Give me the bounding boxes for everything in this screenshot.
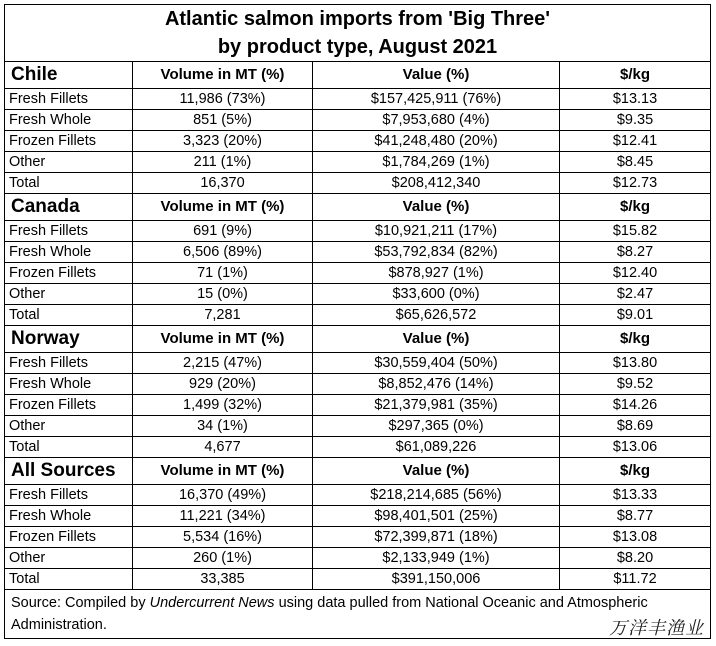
row-label: Fresh Whole bbox=[5, 242, 133, 263]
row-label: Frozen Fillets bbox=[5, 131, 133, 152]
row-label: Fresh Whole bbox=[5, 506, 133, 527]
column-header-perkg: $/kg bbox=[560, 326, 711, 353]
value-cell: $30,559,404 (50%) bbox=[313, 353, 560, 374]
table-row bbox=[5, 374, 711, 395]
value-cell: $98,401,501 (25%) bbox=[313, 506, 560, 527]
perkg-cell: $11.72 bbox=[560, 569, 711, 590]
table-row bbox=[5, 527, 711, 548]
row-label: Other bbox=[5, 284, 133, 305]
table-row bbox=[5, 395, 711, 416]
value-cell: $61,089,226 bbox=[313, 437, 560, 458]
row-label: Fresh Fillets bbox=[5, 221, 133, 242]
row-label: Total bbox=[5, 569, 133, 590]
section-header-row bbox=[5, 326, 711, 353]
column-header-perkg: $/kg bbox=[560, 458, 711, 485]
perkg-cell: $13.33 bbox=[560, 485, 711, 506]
table-row bbox=[5, 569, 711, 590]
imports-table bbox=[4, 4, 711, 639]
perkg-cell: $8.69 bbox=[560, 416, 711, 437]
perkg-cell: $13.06 bbox=[560, 437, 711, 458]
value-cell: $65,626,572 bbox=[313, 305, 560, 326]
perkg-cell: $14.26 bbox=[560, 395, 711, 416]
volume-cell: 1,499 (32%) bbox=[133, 395, 313, 416]
table-row bbox=[5, 152, 711, 173]
perkg-cell: $12.41 bbox=[560, 131, 711, 152]
table-row bbox=[5, 89, 711, 110]
section-name: Chile bbox=[5, 62, 133, 89]
row-label: Total bbox=[5, 305, 133, 326]
perkg-cell: $13.13 bbox=[560, 89, 711, 110]
value-cell: $878,927 (1%) bbox=[313, 263, 560, 284]
perkg-cell: $15.82 bbox=[560, 221, 711, 242]
value-cell: $33,600 (0%) bbox=[313, 284, 560, 305]
row-label: Other bbox=[5, 548, 133, 569]
column-header-volume: Volume in MT (%) bbox=[133, 62, 313, 89]
perkg-cell: $13.80 bbox=[560, 353, 711, 374]
row-label: Fresh Fillets bbox=[5, 485, 133, 506]
table-row bbox=[5, 110, 711, 131]
volume-cell: 260 (1%) bbox=[133, 548, 313, 569]
row-label: Other bbox=[5, 152, 133, 173]
column-header-value: Value (%) bbox=[313, 194, 560, 221]
salmon-imports-document bbox=[4, 4, 710, 644]
value-cell: $391,150,006 bbox=[313, 569, 560, 590]
row-label: Frozen Fillets bbox=[5, 263, 133, 284]
source-row bbox=[5, 590, 711, 639]
perkg-cell: $9.01 bbox=[560, 305, 711, 326]
section-header-row bbox=[5, 194, 711, 221]
title-line-2: by product type, August 2021 bbox=[217, 36, 498, 58]
volume-cell: 6,506 (89%) bbox=[133, 242, 313, 263]
volume-cell: 15 (0%) bbox=[133, 284, 313, 305]
volume-cell: 3,323 (20%) bbox=[133, 131, 313, 152]
volume-cell: 5,534 (16%) bbox=[133, 527, 313, 548]
volume-cell: 2,215 (47%) bbox=[133, 353, 313, 374]
row-label: Fresh Whole bbox=[5, 374, 133, 395]
perkg-cell: $2.47 bbox=[560, 284, 711, 305]
table-row bbox=[5, 173, 711, 194]
perkg-cell: $8.45 bbox=[560, 152, 711, 173]
value-cell: $297,365 (0%) bbox=[313, 416, 560, 437]
value-cell: $1,784,269 (1%) bbox=[313, 152, 560, 173]
table-row bbox=[5, 548, 711, 569]
column-header-value: Value (%) bbox=[313, 326, 560, 353]
source-note bbox=[5, 590, 711, 639]
volume-cell: 11,221 (34%) bbox=[133, 506, 313, 527]
watermark-logo: 万洋丰渔业 bbox=[609, 618, 704, 639]
value-cell: $72,399,871 (18%) bbox=[313, 527, 560, 548]
table-row bbox=[5, 263, 711, 284]
column-header-volume: Volume in MT (%) bbox=[133, 326, 313, 353]
column-header-value: Value (%) bbox=[313, 62, 560, 89]
perkg-cell: $12.40 bbox=[560, 263, 711, 284]
volume-cell: 851 (5%) bbox=[133, 110, 313, 131]
volume-cell: 211 (1%) bbox=[133, 152, 313, 173]
perkg-cell: $13.08 bbox=[560, 527, 711, 548]
column-header-perkg: $/kg bbox=[560, 194, 711, 221]
title-line-1: Atlantic salmon imports from 'Big Three' bbox=[164, 8, 551, 30]
perkg-cell: $8.20 bbox=[560, 548, 711, 569]
column-header-perkg: $/kg bbox=[560, 62, 711, 89]
value-cell: $218,214,685 (56%) bbox=[313, 485, 560, 506]
value-cell: $7,953,680 (4%) bbox=[313, 110, 560, 131]
value-cell: $157,425,911 (76%) bbox=[313, 89, 560, 110]
table-row bbox=[5, 284, 711, 305]
table-row bbox=[5, 221, 711, 242]
perkg-cell: $8.27 bbox=[560, 242, 711, 263]
row-label: Fresh Fillets bbox=[5, 353, 133, 374]
value-cell: $10,921,211 (17%) bbox=[313, 221, 560, 242]
volume-cell: 16,370 (49%) bbox=[133, 485, 313, 506]
section-name: Norway bbox=[5, 326, 133, 353]
table-row bbox=[5, 131, 711, 152]
value-cell: $41,248,480 (20%) bbox=[313, 131, 560, 152]
source-publication: Undercurrent News bbox=[149, 595, 275, 611]
table-row bbox=[5, 485, 711, 506]
value-cell: $8,852,476 (14%) bbox=[313, 374, 560, 395]
row-label: Total bbox=[5, 173, 133, 194]
value-cell: $2,133,949 (1%) bbox=[313, 548, 560, 569]
volume-cell: 4,677 bbox=[133, 437, 313, 458]
section-header-row bbox=[5, 458, 711, 485]
section-name: All Sources bbox=[5, 458, 133, 485]
table-row bbox=[5, 353, 711, 374]
value-cell: $53,792,834 (82%) bbox=[313, 242, 560, 263]
table-row bbox=[5, 242, 711, 263]
value-cell: $208,412,340 bbox=[313, 173, 560, 194]
row-label: Other bbox=[5, 416, 133, 437]
volume-cell: 11,986 (73%) bbox=[133, 89, 313, 110]
row-label: Fresh Fillets bbox=[5, 89, 133, 110]
perkg-cell: $9.52 bbox=[560, 374, 711, 395]
section-name: Canada bbox=[5, 194, 133, 221]
source-prefix: Source: Compiled by bbox=[11, 595, 150, 611]
table-row bbox=[5, 437, 711, 458]
page-title bbox=[5, 5, 711, 62]
volume-cell: 691 (9%) bbox=[133, 221, 313, 242]
row-label: Fresh Whole bbox=[5, 110, 133, 131]
row-label: Frozen Fillets bbox=[5, 527, 133, 548]
table-row bbox=[5, 506, 711, 527]
perkg-cell: $8.77 bbox=[560, 506, 711, 527]
volume-cell: 7,281 bbox=[133, 305, 313, 326]
table-row bbox=[5, 305, 711, 326]
row-label: Frozen Fillets bbox=[5, 395, 133, 416]
value-cell: $21,379,981 (35%) bbox=[313, 395, 560, 416]
volume-cell: 34 (1%) bbox=[133, 416, 313, 437]
column-header-volume: Volume in MT (%) bbox=[133, 194, 313, 221]
source-suffix: using data pulled from National Oceanic and Atmospheric Administration. bbox=[11, 595, 648, 633]
perkg-cell: $12.73 bbox=[560, 173, 711, 194]
table-row bbox=[5, 416, 711, 437]
perkg-cell: $9.35 bbox=[560, 110, 711, 131]
section-header-row bbox=[5, 62, 711, 89]
column-header-value: Value (%) bbox=[313, 458, 560, 485]
volume-cell: 929 (20%) bbox=[133, 374, 313, 395]
volume-cell: 71 (1%) bbox=[133, 263, 313, 284]
volume-cell: 16,370 bbox=[133, 173, 313, 194]
volume-cell: 33,385 bbox=[133, 569, 313, 590]
row-label: Total bbox=[5, 437, 133, 458]
column-header-volume: Volume in MT (%) bbox=[133, 458, 313, 485]
